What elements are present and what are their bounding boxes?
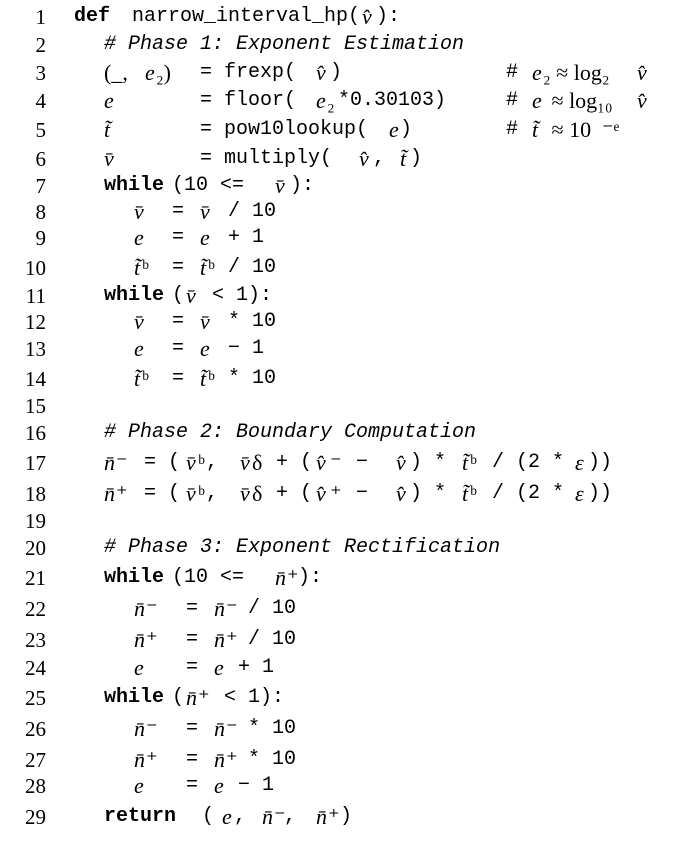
code-token: ,: [206, 451, 231, 474]
code-token: + 1: [226, 656, 275, 679]
code-token: t̃: [462, 481, 469, 506]
code-token: v̄: [200, 199, 210, 224]
code-token: t̃: [200, 255, 207, 280]
code-token: ⁺: [330, 481, 342, 506]
code-line: [0, 223, 674, 253]
code-token: t̃: [134, 255, 141, 280]
code-token: ᵇ: [142, 366, 149, 391]
code-line: [0, 714, 674, 744]
code-token: v̄: [200, 309, 210, 334]
code-token: (10 <=: [172, 174, 257, 197]
code-token: v̂: [362, 4, 372, 29]
code-line: [0, 683, 674, 713]
keyword: while: [104, 284, 165, 307]
code-line: [0, 2, 674, 32]
line-number: 6: [35, 147, 46, 171]
code-token: e: [389, 117, 399, 142]
code-token: v̄: [134, 199, 144, 224]
code-line: [0, 418, 674, 448]
code-token: t̃: [532, 117, 539, 142]
code-token: (: [190, 805, 215, 828]
code-token: v̄: [186, 283, 196, 308]
code-token: v̄: [186, 481, 196, 506]
code-token: / (2 *: [480, 482, 577, 505]
code-line: [0, 533, 674, 563]
code-line: [0, 364, 674, 394]
code-token: ) *: [410, 482, 459, 505]
code-token: ⁺: [226, 627, 238, 652]
code-line: [0, 115, 674, 145]
code-token: ,: [373, 147, 398, 170]
line-number: 19: [25, 509, 46, 533]
code-token: ₂: [327, 88, 335, 113]
code-token: * 10: [216, 367, 277, 390]
code-token: ):: [298, 566, 323, 589]
code-token: ⁺: [328, 804, 340, 829]
code-token: v̄: [186, 450, 196, 475]
code-token: ε: [575, 481, 584, 506]
code-token: t̃: [400, 146, 407, 171]
code-line: [0, 479, 674, 509]
code-token: =: [172, 226, 197, 249]
code-token: + (: [264, 482, 313, 505]
code-line: [0, 771, 674, 801]
code-token: / 10: [216, 256, 277, 279]
code-token: =: [172, 367, 197, 390]
keyword: def: [74, 5, 111, 28]
code-token: t̃: [200, 366, 207, 391]
code-token: / 10: [216, 200, 277, 223]
code-token: e: [200, 225, 210, 250]
code-token: − 1: [226, 774, 275, 797]
line-number: 16: [25, 421, 46, 445]
code-token: #: [506, 118, 519, 141]
line-number: 9: [35, 226, 46, 250]
code-token: ): [340, 805, 353, 828]
code-token: −: [344, 451, 381, 474]
line-number: 7: [35, 174, 46, 198]
code-line: [0, 594, 674, 624]
code-token: − 1: [216, 337, 265, 360]
code-token: v̂: [316, 60, 326, 85]
code-token: n̄: [262, 804, 273, 829]
code-line: [0, 448, 674, 478]
code-token: =: [186, 717, 211, 740]
code-token: (: [172, 686, 185, 709]
code-token: *0.30103): [338, 89, 447, 112]
line-number: 12: [25, 310, 46, 334]
code-token: * 10: [236, 748, 297, 771]
code-token: n̄: [134, 747, 145, 772]
code-token: v̂: [396, 450, 406, 475]
code-token: = frexp(: [200, 61, 297, 84]
code-token: =: [172, 200, 197, 223]
line-number: 22: [25, 597, 46, 621]
line-number: 1: [35, 5, 46, 29]
code-token: =: [172, 310, 197, 333]
code-token: v̂: [316, 481, 326, 506]
line-number: 4: [35, 89, 46, 113]
code-token: / 10: [236, 597, 297, 620]
code-token: = (: [144, 482, 181, 505]
code-token: = (: [144, 451, 181, 474]
code-token: n̄: [214, 596, 225, 621]
code-line: [0, 30, 674, 60]
code-token: ᵇ: [142, 255, 149, 280]
code-token: e: [134, 655, 144, 680]
code-token: ≈ log₁₀: [546, 88, 619, 113]
code-token: v̄: [104, 146, 114, 171]
line-number: 8: [35, 200, 46, 224]
code-token: v̄: [240, 481, 250, 506]
line-number: 2: [35, 33, 46, 57]
code-token: (10 <=: [172, 566, 257, 589]
code-token: e: [200, 336, 210, 361]
code-token: ): [410, 147, 423, 170]
code-token: ⁻: [146, 596, 158, 621]
code-token: n̄: [104, 450, 115, 475]
code-line: [0, 802, 674, 832]
line-number: 13: [25, 337, 46, 361]
code-token: ₂ ≈ log₂: [543, 60, 616, 85]
code-token: / (2 *: [480, 451, 577, 474]
code-token: ⁻: [330, 450, 342, 475]
code-token: ε: [575, 450, 584, 475]
code-token: n̄: [214, 627, 225, 652]
keyword: while: [104, 566, 165, 589]
code-token: ≈ 10: [546, 117, 592, 142]
code-token: ⁻: [226, 716, 238, 741]
code-token: ,: [234, 805, 259, 828]
code-line: [0, 86, 674, 116]
code-token: ): [400, 118, 413, 141]
line-number: 14: [25, 367, 46, 391]
code-token: e: [104, 88, 114, 113]
code-token: = multiply(: [200, 147, 333, 170]
code-token: t̃: [134, 366, 141, 391]
code-token: / 10: [236, 628, 297, 651]
code-token: v̄: [240, 450, 250, 475]
code-token: ):: [376, 5, 401, 28]
code-token: =: [186, 597, 211, 620]
line-number: 11: [25, 284, 46, 308]
code-token: ⁻ᵉ: [602, 117, 620, 142]
code-token: ⁻: [146, 716, 158, 741]
code-token: ⁺: [198, 685, 210, 710]
keyword: while: [104, 686, 165, 709]
code-token: ):: [290, 174, 315, 197]
code-token: ,: [206, 482, 231, 505]
code-token: ᵇ: [208, 255, 215, 280]
code-token: =: [186, 748, 211, 771]
code-line: [0, 307, 674, 337]
code-line: [0, 253, 674, 283]
code-token: n̄: [275, 565, 286, 590]
code-comment: # Phase 1: Exponent Estimation: [104, 33, 465, 56]
code-token: #: [506, 89, 519, 112]
code-token: ⁺: [116, 481, 128, 506]
code-token: e: [316, 88, 326, 113]
line-number: 10: [25, 256, 46, 280]
code-token: ⁺: [287, 565, 299, 590]
code-token: δ: [252, 450, 263, 475]
code-token: e: [134, 773, 144, 798]
code-token: =: [186, 628, 211, 651]
line-number: 17: [25, 451, 46, 475]
code-token: =: [186, 774, 211, 797]
code-token: δ: [252, 481, 263, 506]
code-token: =: [172, 256, 197, 279]
code-token: (_,: [104, 60, 134, 85]
code-line: [0, 625, 674, 655]
code-token: e: [134, 336, 144, 361]
code-token: ⁺: [146, 627, 158, 652]
keyword: while: [104, 174, 165, 197]
code-token: + 1: [216, 226, 265, 249]
code-token: v̂: [316, 450, 326, 475]
code-token: t̃: [104, 117, 111, 142]
code-token: * 10: [216, 310, 277, 333]
code-token: narrow_interval_hp(: [132, 5, 361, 28]
code-token: v̂: [359, 146, 369, 171]
code-token: v̄: [134, 309, 144, 334]
code-token: ₂): [156, 60, 171, 85]
line-number: 29: [25, 805, 46, 829]
code-token: e: [532, 88, 542, 113]
code-token: )): [588, 482, 613, 505]
line-number: 27: [25, 748, 46, 772]
code-token: ⁺: [226, 747, 238, 772]
line-number: 25: [25, 686, 46, 710]
code-comment: # Phase 3: Exponent Rectification: [104, 536, 501, 559]
code-token: −: [344, 482, 381, 505]
code-line: [0, 506, 674, 536]
code-token: v̂: [637, 88, 647, 113]
code-token: #: [506, 61, 519, 84]
code-token: ᵇ: [470, 450, 477, 475]
code-token: n̄: [214, 716, 225, 741]
code-line: [0, 58, 674, 88]
code-token: t̃: [462, 450, 469, 475]
code-line: [0, 563, 674, 593]
code-token: < 1):: [200, 284, 273, 307]
code-line: [0, 391, 674, 421]
line-number: 5: [35, 118, 46, 142]
code-token: n̄: [214, 747, 225, 772]
code-token: * 10: [236, 717, 297, 740]
code-token: ᵇ: [470, 481, 477, 506]
code-token: ,: [284, 805, 309, 828]
line-number: 18: [25, 482, 46, 506]
code-token: n̄: [134, 716, 145, 741]
code-token: n̄: [316, 804, 327, 829]
keyword: return: [104, 805, 177, 828]
code-token: = floor(: [200, 89, 297, 112]
code-token: v̂: [396, 481, 406, 506]
code-token: e: [532, 60, 542, 85]
code-token: v̂: [637, 60, 647, 85]
code-line: [0, 334, 674, 364]
code-token: )): [588, 451, 613, 474]
code-token: ᵇ: [198, 450, 205, 475]
code-token: ): [330, 61, 343, 84]
code-token: ᵇ: [208, 366, 215, 391]
code-token: e: [214, 655, 224, 680]
code-token: ⁺: [146, 747, 158, 772]
code-token: n̄: [134, 627, 145, 652]
code-token: =: [172, 337, 197, 360]
code-token: ⁻: [226, 596, 238, 621]
line-number: 26: [25, 717, 46, 741]
code-token: e: [222, 804, 232, 829]
code-token: + (: [264, 451, 313, 474]
line-number: 15: [25, 394, 46, 418]
code-token: < 1):: [212, 686, 285, 709]
code-line: [0, 144, 674, 174]
code-token: e: [134, 225, 144, 250]
code-comment: # Phase 2: Boundary Computation: [104, 421, 477, 444]
code-token: =: [186, 656, 211, 679]
code-token: (: [172, 284, 185, 307]
code-token: v̄: [275, 173, 285, 198]
code-token: ⁻: [116, 450, 128, 475]
line-number: 23: [25, 628, 46, 652]
line-number: 24: [25, 656, 46, 680]
code-token: n̄: [186, 685, 197, 710]
code-token: n̄: [134, 596, 145, 621]
code-token: ᵇ: [198, 481, 205, 506]
code-token: e: [145, 60, 155, 85]
code-line: [0, 653, 674, 683]
line-number: 28: [25, 774, 46, 798]
line-number: 21: [25, 566, 46, 590]
code-token: n̄: [104, 481, 115, 506]
code-token: e: [214, 773, 224, 798]
code-token: = pow10lookup(: [200, 118, 369, 141]
line-number: 20: [25, 536, 46, 560]
code-token: ) *: [410, 451, 459, 474]
line-number: 3: [35, 61, 46, 85]
code-token: ⁻: [274, 804, 286, 829]
